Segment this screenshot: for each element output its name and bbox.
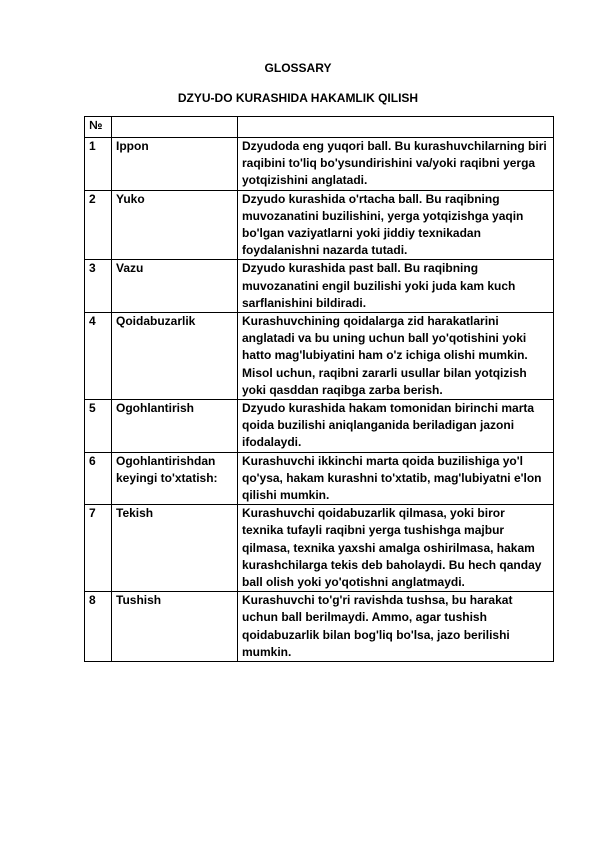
table-row bbox=[85, 505, 554, 592]
row-number: 8 bbox=[85, 592, 112, 662]
column-header-number: № bbox=[85, 117, 112, 138]
row-term: Qoidabuzarlik bbox=[112, 313, 238, 400]
table-row bbox=[85, 260, 554, 313]
row-definition: Kurashuvchining qoidalarga zid harakatlarini anglatadi va bu uning uchun ball yo'qotishini yoki hatto mag'lubiyatini ham o'z ichiga olishi mumkin. Misol uchun, raqibni zararli usullar bilan yotqizish yoki qasddan raqibga zarba berish. bbox=[238, 313, 554, 400]
row-term: Tekish bbox=[112, 505, 238, 592]
row-definition: Kurashuvchi qoidabuzarlik qilmasa, yoki biror texnika tufayli raqibni yerga tushishga majbur qilmasa, texnika yaxshi amalga oshirilmasa, hakam kurashchilarga tekis deb baholaydi. Bu hech qanday ball olish yoki yo'qotishni anglatmaydi. bbox=[238, 505, 554, 592]
row-number: 5 bbox=[85, 400, 112, 453]
row-definition: Dzyudo kurashida hakam tomonidan birinchi marta qoida buzilishi aniqlanganida beriladigan jazoni ifodalaydi. bbox=[238, 400, 554, 453]
column-header-term bbox=[112, 117, 238, 138]
row-term: Ogohlantirishdan keyingi to'xtatish: bbox=[112, 452, 238, 505]
row-term: Ogohlantirish bbox=[112, 400, 238, 453]
row-term: Ippon bbox=[112, 138, 238, 191]
row-definition: Dzyudo kurashida past ball. Bu raqibning muvozanatini engil buzilishi yoki juda kam kuch sarflanishini bildiradi. bbox=[238, 260, 554, 313]
row-number: 2 bbox=[85, 190, 112, 260]
row-term: Vazu bbox=[112, 260, 238, 313]
row-term: Yuko bbox=[112, 190, 238, 260]
table-row bbox=[85, 313, 554, 400]
row-definition: Kurashuvchi ikkinchi marta qoida buzilishiga yo'l qo'ysa, hakam kurashni to'xtatib, mag'lubiyatni e'lon qilishi mumkin. bbox=[238, 452, 554, 505]
row-definition: Kurashuvchi to'g'ri ravishda tushsa, bu harakat uchun ball berilmaydi. Ammo, agar tushish qoidabuzarlik bilan bog'liq bo'lsa, jazo berilishi mumkin. bbox=[238, 592, 554, 662]
table-row bbox=[85, 592, 554, 662]
table-row bbox=[85, 452, 554, 505]
page-subtitle: DZYU-DO KURASHIDA HAKAMLIK QILISH bbox=[177, 91, 419, 105]
row-definition: Dzyudo kurashida o'rtacha ball. Bu raqibning muvozanatini buzilishini, yerga yotqizishga yaqin bo'lgan vaziyatlarni yoki jiddiy texnikadan foydalanishni nazarda tutadi. bbox=[238, 190, 554, 260]
table-header-row bbox=[85, 117, 554, 138]
row-definition: Dzyudoda eng yuqori ball. Bu kurashuvchilarning biri raqibini to'liq bo'ysundirishini va/yoki raqibni yerga yotqizishini anglatadi. bbox=[238, 138, 554, 191]
column-header-definition bbox=[238, 117, 554, 138]
glossary-table bbox=[84, 116, 554, 662]
row-number: 6 bbox=[85, 452, 112, 505]
row-term: Tushish bbox=[112, 592, 238, 662]
row-number: 3 bbox=[85, 260, 112, 313]
row-number: 1 bbox=[85, 138, 112, 191]
row-number: 7 bbox=[85, 505, 112, 592]
page-title: GLOSSARY bbox=[264, 61, 332, 75]
table-row bbox=[85, 138, 554, 191]
table-row bbox=[85, 190, 554, 260]
table-row bbox=[85, 400, 554, 453]
row-number: 4 bbox=[85, 313, 112, 400]
